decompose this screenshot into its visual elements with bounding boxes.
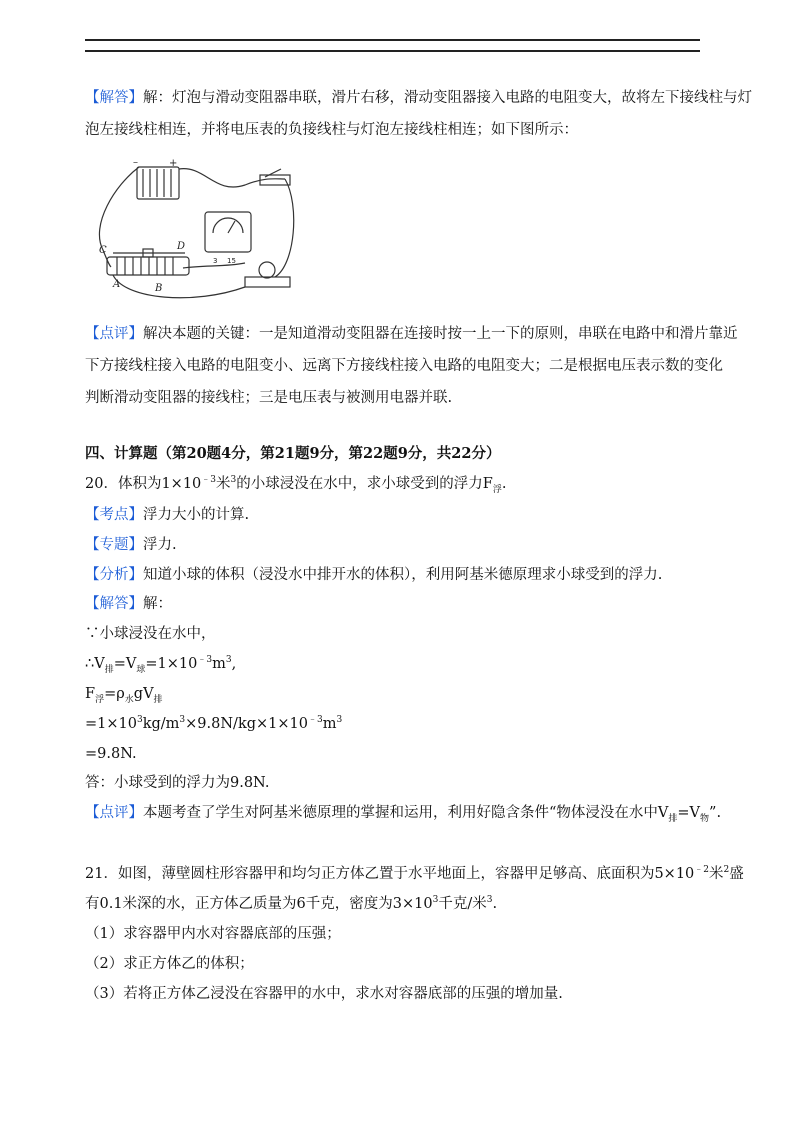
section-heading: 四、计算题（第20题4分，第21题9分，第22题9分，共22分） xyxy=(85,445,501,462)
q21-sub-3: （3）若将正方体乙浸没在容器甲的水中，求水对容器底部的压强的增加量. xyxy=(85,986,563,1002)
bulb-icon xyxy=(259,262,275,278)
review-line-2: 下方接线柱接入电路的电阻变小、远离下方接线柱接入电路的电阻变大；二是根据电压表示数的变化 xyxy=(85,358,723,374)
q21-stem-1: 21．如图，薄壁圆柱形容器甲和均匀正方体乙置于水平地面上，容器甲足够高、底面积为$5\times 10^{﹣2}$米$^2$盛 xyxy=(85,865,744,882)
q20-step-3: $F_浮=\rho_水gV_排$ xyxy=(85,686,163,705)
terminal-a-label: A xyxy=(113,279,121,290)
q21-sub-1: （1）求容器甲内水对容器底部的压强； xyxy=(85,926,341,942)
q20-step-1: ∵小球浸没在水中， xyxy=(85,626,216,642)
terminal-b-label: B xyxy=(155,283,163,294)
circuit-diagram xyxy=(95,155,300,305)
voltmeter-scale-15: 15 xyxy=(227,257,236,265)
q20-step-2: $\therefore V_排=V_球=1\times 10^{﹣3}m^3$, xyxy=(85,655,237,675)
battery-minus-label: – xyxy=(133,157,138,168)
battery-plus-label: + xyxy=(169,158,178,169)
q20-stem: 20．体积为$1\times 10^{﹣3}$米$^3$的小球浸没在水中，求小球受到的浮力$F_浮$. xyxy=(85,475,507,495)
terminal-d-label: D xyxy=(177,241,186,252)
answer-line-1: 【解答】解：灯泡与滑动变阻器串联，滑片右移，滑动变阻器接入电路的电阻变大，故将左下接线柱与灯 xyxy=(85,90,752,106)
answer-tag: 【解答】 xyxy=(85,90,143,106)
q20-review: 【点评】本题考查了学生对阿基米德原理的掌握和运用，利用好隐含条件“物体浸没在水中$V_排=V_物$”. xyxy=(85,805,722,824)
q21-stem-2: 有0.1米深的水，正方体乙质量为6千克，密度为$3\times 10^3$千克/米$^3$. xyxy=(85,895,498,912)
q20-step-4: $=1\times 10^3kg/m^3\times 9.8N/kg\times 1\times 10^{﹣3}m^3$ xyxy=(85,715,343,732)
q20-jieda: 【解答】解： xyxy=(85,596,172,612)
header-rule-bottom xyxy=(85,50,700,52)
q20-fenxi: 【分析】知道小球的体积（浸没水中排开水的体积），利用阿基米德原理求小球受到的浮力. xyxy=(85,567,663,583)
q20-zhuanti: 【专题】浮力. xyxy=(85,537,177,553)
q20-kaodian: 【考点】浮力大小的计算. xyxy=(85,507,250,523)
q20-step-5: =9.8N. xyxy=(85,746,137,762)
header-rule-top xyxy=(85,39,700,41)
q20-step-6: 答：小球受到的浮力为9.8N. xyxy=(85,775,270,791)
review-line-1: 【点评】解决本题的关键：一是知道滑动变阻器在连接时按一上一下的原则，串联在电路中和滑片靠近 xyxy=(85,326,738,342)
q21-sub-2: （2）求正方体乙的体积； xyxy=(85,956,254,972)
answer-line-2: 泡左接线柱相连，并将电压表的负接线柱与灯泡左接线柱相连；如下图所示： xyxy=(85,122,578,138)
review-tag: 【点评】 xyxy=(85,326,143,342)
terminal-c-label: C xyxy=(99,245,107,256)
review-line-3: 判断滑动变阻器的接线柱；三是电压表与被测用电器并联. xyxy=(85,390,453,406)
rheostat-icon xyxy=(107,257,189,275)
voltmeter-scale-3: 3 xyxy=(213,257,218,265)
